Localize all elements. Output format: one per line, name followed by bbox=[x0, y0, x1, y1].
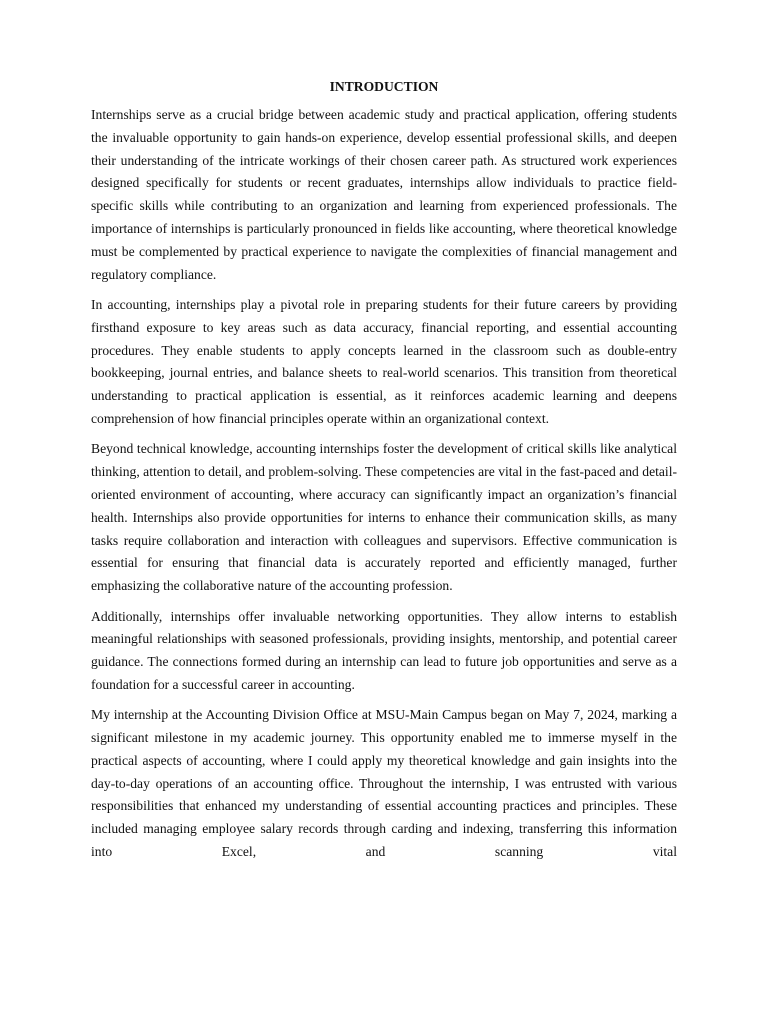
paragraph: Additionally, internships offer invaluable networking opportunities. They allow interns to establish meaningful relationships with seasoned professionals, providing insights, mentorship, and potential career guidance. The connections formed during an internship can lead to future job opportunities and serve as a foundation for a successful career in accounting. bbox=[91, 608, 677, 692]
page-title: INTRODUCTION bbox=[329, 79, 439, 94]
paragraph: Beyond technical knowledge, accounting internships foster the development of critical skills like analytical thinking, attention to detail, and problem-solving. These competencies are vital in the fast-paced and detail-oriented environment of accounting, where accuracy can significantly impact an organization’s financial health. Internships also provide opportunities for interns to enhance their communication skills, as many tasks require collaboration and interaction with colleagues and supervisors. Effective communication is essential for ensuring that financial data is accurately reported and efficiently managed, further emphasizing the collaborative nature of the accounting profession. bbox=[91, 441, 677, 594]
paragraph: Internships serve as a crucial bridge between academic study and practical application, offering students the invaluable opportunity to gain hands-on experience, develop essential professional skills, and deepen their understanding of the intricate workings of their chosen career path. As structured work experiences designed specifically for students or recent graduates, internships allow individuals to practice field-specific skills while contributing to an organization and learning from experienced professionals. The importance of internships is particularly pronounced in fields like accounting, where theoretical knowledge must be complemented by practical experience to navigate the complexities of financial management and regulatory compliance. bbox=[91, 107, 677, 282]
paragraph: In accounting, internships play a pivotal role in preparing students for their future careers by providing firsthand exposure to key areas such as data accuracy, financial reporting, and essential accounting procedures. They enable students to apply concepts learned in the classroom such as double-entry bookkeeping, journal entries, and balance sheets to real-world scenarios. This transition from theoretical understanding to practical application is essential, as it reinforces academic learning and deepens comprehension of how financial principles operate within an organizational context. bbox=[91, 296, 677, 426]
document-body bbox=[91, 77, 677, 871]
paragraph: My internship at the Accounting Division Office at MSU-Main Campus began on May 7, 2024, marking a significant milestone in my academic journey. This opportunity enabled me to immerse myself in the practical aspects of accounting, where I could apply my theoretical knowledge and gain insights into the day-to-day operations of an accounting office. Throughout the internship, I was entrusted with various responsibilities that enhanced my understanding of essential accounting practices and principles. These included managing employee salary records through carding and indexing, transferring this information into Excel, and scanning vital bbox=[91, 707, 677, 860]
